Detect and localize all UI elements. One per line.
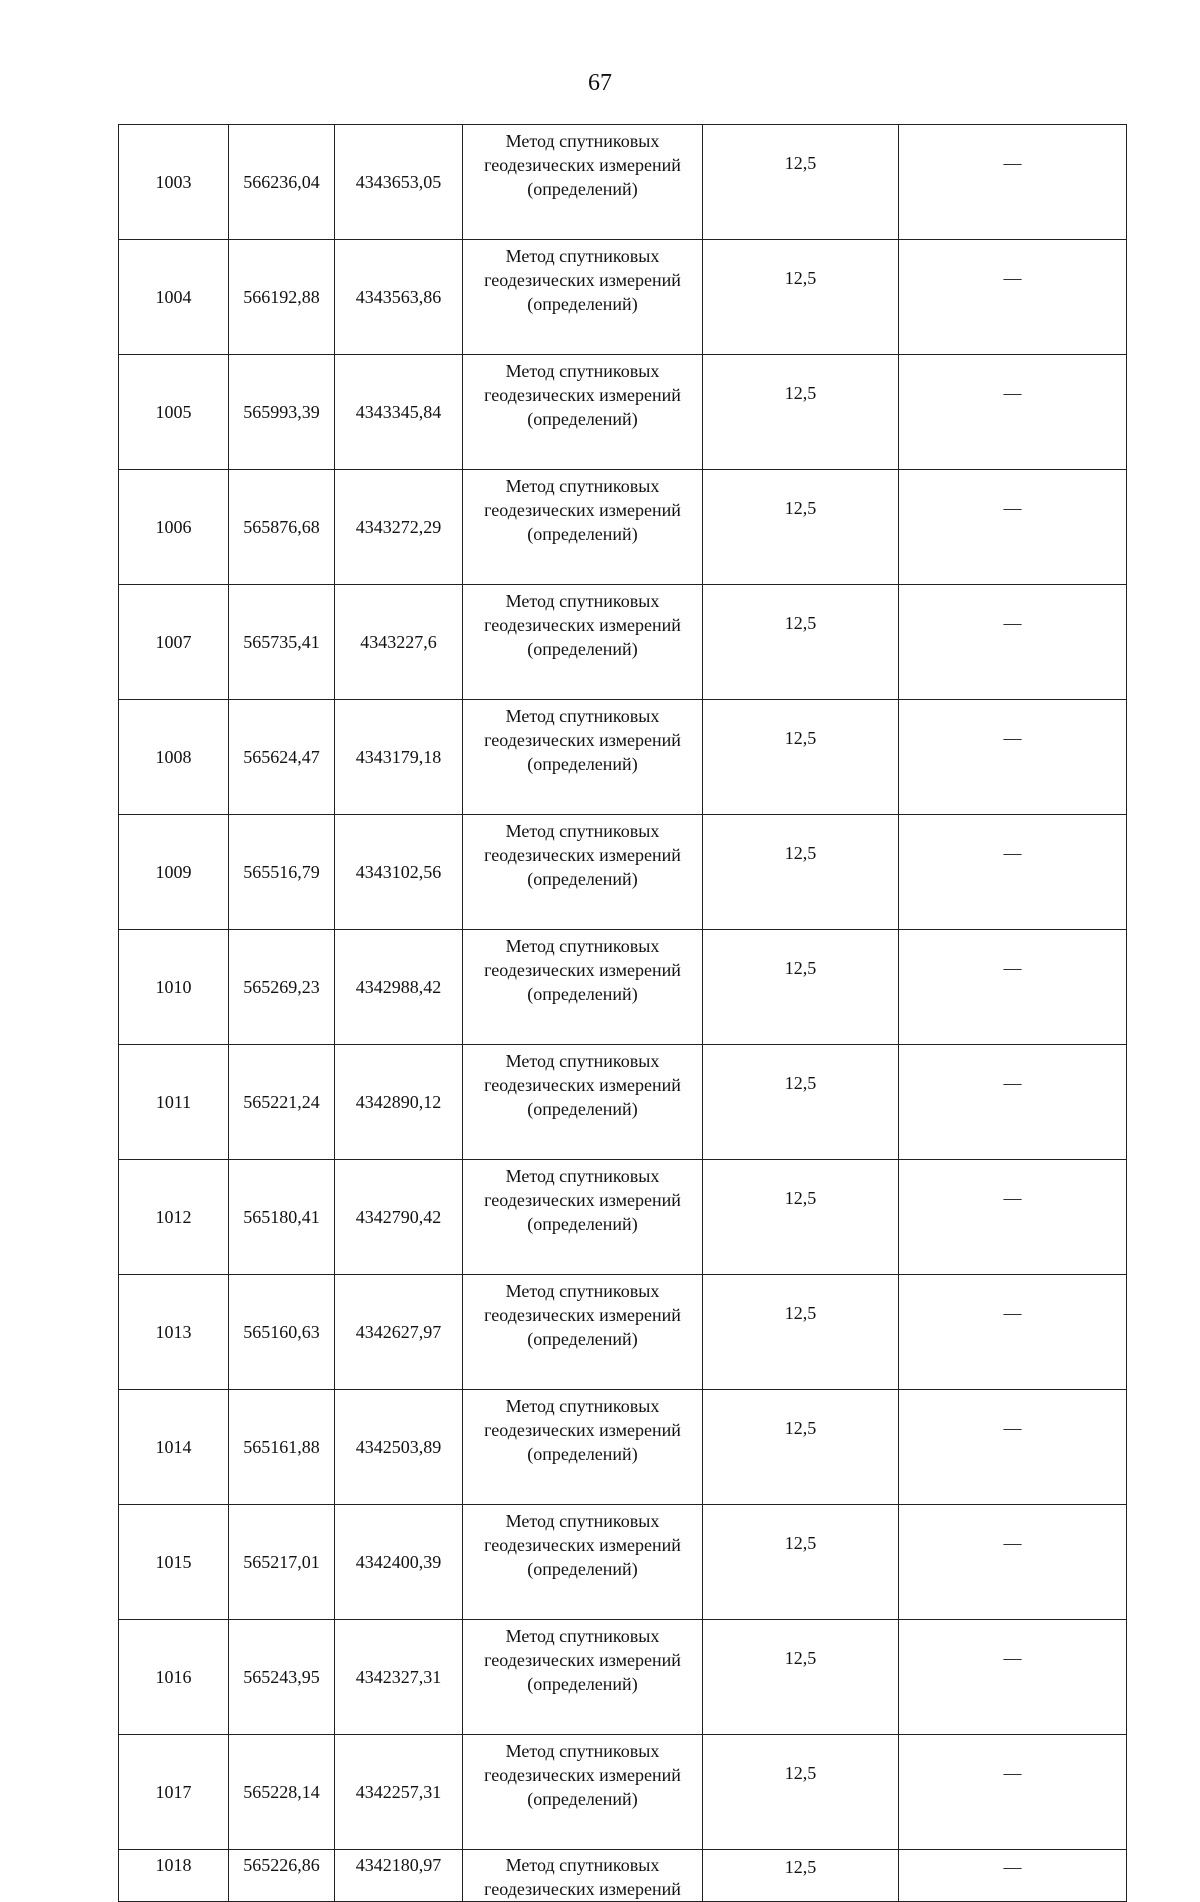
accuracy-cell: 12,5	[703, 1045, 899, 1160]
note-cell: —	[899, 1275, 1127, 1390]
table-row	[119, 240, 1127, 355]
x-coordinate-cell: 565735,41	[229, 585, 335, 700]
point-number-cell: 1003	[119, 125, 229, 240]
method-line: Метод спутниковых	[505, 1626, 660, 1646]
note-cell: —	[899, 1390, 1127, 1505]
accuracy-cell: 12,5	[703, 700, 899, 815]
y-coordinate-cell: 4343179,18	[335, 700, 463, 815]
y-coordinate-cell: 4343102,56	[335, 815, 463, 930]
y-coordinate-cell: 4342327,31	[335, 1620, 463, 1735]
table-row	[119, 815, 1127, 930]
accuracy-cell: 12,5	[703, 1275, 899, 1390]
table-row	[119, 355, 1127, 470]
accuracy-cell: 12,5	[703, 1735, 899, 1850]
method-line: геодезических измерений	[484, 155, 681, 175]
note-cell: —	[899, 930, 1127, 1045]
method-line: геодезических измерений	[484, 845, 681, 865]
point-number-cell: 1017	[119, 1735, 229, 1850]
method-cell	[463, 1850, 703, 1902]
method-line: (определений)	[527, 984, 638, 1004]
note-cell: —	[899, 700, 1127, 815]
method-line: геодезических измерений	[484, 500, 681, 520]
y-coordinate-cell: 4342790,42	[335, 1160, 463, 1275]
accuracy-cell: 12,5	[703, 1505, 899, 1620]
y-coordinate-cell: 4342400,39	[335, 1505, 463, 1620]
method-cell	[463, 470, 703, 585]
table-row	[119, 470, 1127, 585]
method-cell	[463, 815, 703, 930]
accuracy-cell: 12,5	[703, 815, 899, 930]
point-number-cell: 1013	[119, 1275, 229, 1390]
y-coordinate-cell: 4343653,05	[335, 125, 463, 240]
note-cell: —	[899, 1505, 1127, 1620]
method-line: геодезических измерений	[484, 1879, 681, 1899]
point-number-cell: 1008	[119, 700, 229, 815]
x-coordinate-cell: 565161,88	[229, 1390, 335, 1505]
method-line: Метод спутниковых	[505, 1281, 660, 1301]
x-coordinate-cell: 566192,88	[229, 240, 335, 355]
accuracy-cell: 12,5	[703, 470, 899, 585]
note-cell: —	[899, 1735, 1127, 1850]
method-line: Метод спутниковых	[505, 476, 660, 496]
point-number-cell: 1015	[119, 1505, 229, 1620]
y-coordinate-cell: 4342503,89	[335, 1390, 463, 1505]
accuracy-cell: 12,5	[703, 125, 899, 240]
x-coordinate-cell: 565226,86	[229, 1850, 335, 1902]
method-line: геодезических измерений	[484, 615, 681, 635]
x-coordinate-cell: 565876,68	[229, 470, 335, 585]
y-coordinate-cell: 4343227,6	[335, 585, 463, 700]
y-coordinate-cell: 4342180,97	[335, 1850, 463, 1902]
y-coordinate-cell: 4343563,86	[335, 240, 463, 355]
method-line: (определений)	[527, 754, 638, 774]
method-line: Метод спутниковых	[505, 706, 660, 726]
table-row	[119, 1275, 1127, 1390]
table-row	[119, 1850, 1127, 1902]
method-line: Метод спутниковых	[505, 936, 660, 956]
note-cell: —	[899, 125, 1127, 240]
coordinates-table-body	[119, 125, 1127, 1902]
accuracy-cell: 12,5	[703, 585, 899, 700]
accuracy-cell: 12,5	[703, 355, 899, 470]
point-number-cell: 1007	[119, 585, 229, 700]
table-row	[119, 1620, 1127, 1735]
coordinates-table	[118, 124, 1127, 1902]
point-number-cell: 1005	[119, 355, 229, 470]
x-coordinate-cell: 565180,41	[229, 1160, 335, 1275]
note-cell: —	[899, 815, 1127, 930]
point-number-cell: 1016	[119, 1620, 229, 1735]
method-line: геодезических измерений	[484, 1535, 681, 1555]
method-cell	[463, 1275, 703, 1390]
method-line: геодезических измерений	[484, 385, 681, 405]
method-line: (определений)	[527, 1329, 638, 1349]
note-cell: —	[899, 585, 1127, 700]
method-line: геодезических измерений	[484, 960, 681, 980]
accuracy-cell: 12,5	[703, 1620, 899, 1735]
table-row	[119, 700, 1127, 815]
method-line: Метод спутниковых	[505, 246, 660, 266]
method-cell	[463, 1505, 703, 1620]
accuracy-cell: 12,5	[703, 1390, 899, 1505]
method-line: Метод спутниковых	[505, 1051, 660, 1071]
method-line: Метод спутниковых	[505, 1855, 660, 1875]
point-number-cell: 1014	[119, 1390, 229, 1505]
note-cell: —	[899, 1620, 1127, 1735]
x-coordinate-cell: 565228,14	[229, 1735, 335, 1850]
method-line: Метод спутниковых	[505, 1396, 660, 1416]
point-number-cell: 1012	[119, 1160, 229, 1275]
accuracy-cell: 12,5	[703, 1850, 899, 1902]
method-line: геодезических измерений	[484, 1650, 681, 1670]
method-cell	[463, 585, 703, 700]
point-number-cell: 1011	[119, 1045, 229, 1160]
method-line: (определений)	[527, 179, 638, 199]
method-cell	[463, 1735, 703, 1850]
table-row	[119, 1045, 1127, 1160]
method-line: (определений)	[527, 409, 638, 429]
note-cell: —	[899, 1850, 1127, 1902]
method-line: (определений)	[527, 1789, 638, 1809]
method-line: (определений)	[527, 1674, 638, 1694]
y-coordinate-cell: 4342257,31	[335, 1735, 463, 1850]
table-row	[119, 930, 1127, 1045]
page-number: 67	[588, 70, 612, 96]
x-coordinate-cell: 565217,01	[229, 1505, 335, 1620]
point-number-cell: 1018	[119, 1850, 229, 1902]
accuracy-cell: 12,5	[703, 240, 899, 355]
method-cell	[463, 700, 703, 815]
method-line: геодезических измерений	[484, 730, 681, 750]
point-number-cell: 1006	[119, 470, 229, 585]
y-coordinate-cell: 4342988,42	[335, 930, 463, 1045]
method-cell	[463, 1160, 703, 1275]
note-cell: —	[899, 240, 1127, 355]
x-coordinate-cell: 565221,24	[229, 1045, 335, 1160]
method-line: Метод спутниковых	[505, 821, 660, 841]
method-line: (определений)	[527, 294, 638, 314]
method-cell	[463, 930, 703, 1045]
x-coordinate-cell: 565160,63	[229, 1275, 335, 1390]
method-cell	[463, 125, 703, 240]
table-row	[119, 125, 1127, 240]
y-coordinate-cell: 4343345,84	[335, 355, 463, 470]
table-row	[119, 1735, 1127, 1850]
table-row	[119, 1505, 1127, 1620]
point-number-cell: 1004	[119, 240, 229, 355]
method-line: (определений)	[527, 639, 638, 659]
table-row	[119, 585, 1127, 700]
y-coordinate-cell: 4342890,12	[335, 1045, 463, 1160]
method-line: геодезических измерений	[484, 1765, 681, 1785]
x-coordinate-cell: 565993,39	[229, 355, 335, 470]
method-line: геодезических измерений	[484, 1305, 681, 1325]
method-line: (определений)	[527, 869, 638, 889]
method-line: Метод спутниковых	[505, 131, 660, 151]
method-line: (определений)	[527, 1099, 638, 1119]
table-row	[119, 1390, 1127, 1505]
y-coordinate-cell: 4343272,29	[335, 470, 463, 585]
note-cell: —	[899, 1160, 1127, 1275]
point-number-cell: 1010	[119, 930, 229, 1045]
method-line: (определений)	[527, 1444, 638, 1464]
x-coordinate-cell: 565516,79	[229, 815, 335, 930]
note-cell: —	[899, 470, 1127, 585]
x-coordinate-cell: 566236,04	[229, 125, 335, 240]
method-cell	[463, 1045, 703, 1160]
method-line: Метод спутниковых	[505, 1511, 660, 1531]
accuracy-cell: 12,5	[703, 1160, 899, 1275]
method-line: (определений)	[527, 1214, 638, 1234]
note-cell: —	[899, 1045, 1127, 1160]
table-row	[119, 1160, 1127, 1275]
point-number-cell: 1009	[119, 815, 229, 930]
method-line: геодезических измерений	[484, 1190, 681, 1210]
method-cell	[463, 1620, 703, 1735]
method-line: Метод спутниковых	[505, 591, 660, 611]
method-cell	[463, 355, 703, 470]
method-line: геодезических измерений	[484, 1075, 681, 1095]
method-line: геодезических измерений	[484, 270, 681, 290]
method-line: Метод спутниковых	[505, 1166, 660, 1186]
accuracy-cell: 12,5	[703, 930, 899, 1045]
note-cell: —	[899, 355, 1127, 470]
method-line: Метод спутниковых	[505, 1741, 660, 1761]
x-coordinate-cell: 565269,23	[229, 930, 335, 1045]
y-coordinate-cell: 4342627,97	[335, 1275, 463, 1390]
method-line: геодезических измерений	[484, 1420, 681, 1440]
method-cell	[463, 240, 703, 355]
method-line: (определений)	[527, 1559, 638, 1579]
method-line: (определений)	[527, 524, 638, 544]
x-coordinate-cell: 565624,47	[229, 700, 335, 815]
x-coordinate-cell: 565243,95	[229, 1620, 335, 1735]
method-line: Метод спутниковых	[505, 361, 660, 381]
method-cell	[463, 1390, 703, 1505]
